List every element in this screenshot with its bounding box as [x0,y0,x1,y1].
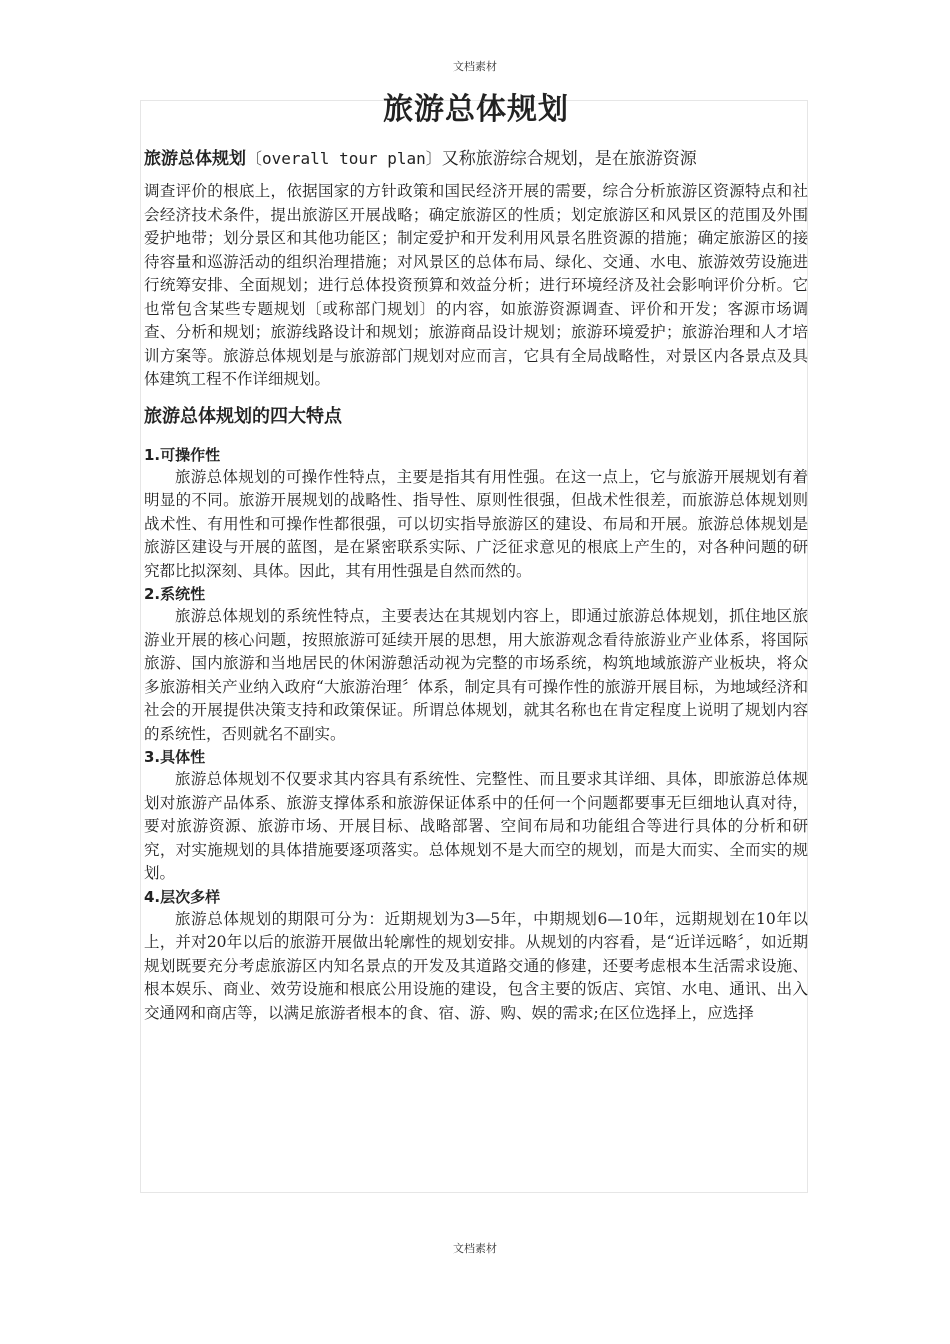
intro-first-line-rest: 又称旅游综合规划，是在旅游资源 [441,149,697,169]
document-body [144,88,808,1025]
intro-term: 旅游总体规划 [144,149,246,169]
features-heading: 旅游总体规划的四大特点 [144,405,342,427]
intro-first-line [144,146,808,172]
section-paragraph: 旅游总体规划不仅要求其内容具有系统性、完整性、而且要求其详细、具体，即旅游总体规划对旅游产品体系、旅游支撑体系和旅游保证体系中的任何一个问题都要事无巨细地认真对待，要对旅游资源、旅游市场、开展目标、战略部署、空间布局和功能组合等进行具体的分析和研究，对实施规划的具体措施要逐项落实。总体规划不是大而空的规划，而是大而实、全而实的规划。 [144,770,808,882]
section-heading: 2.系统性 [144,585,206,603]
intro-english-term: 〔overall tour plan〕 [246,149,442,168]
page-footer-label: 文档素材 [453,1242,497,1255]
feature-section-4 [144,886,808,1026]
section-paragraph: 旅游总体规划的可操作性特点，主要是指其有用性强。在这一点上，它与旅游开展规划有着明显的不同。旅游开展规划的战略性、指导性、原则性很强，但战术性很差，而旅游总体规划则战术性、有用性和可操作性都很强，可以切实指导旅游区的建设、布局和开展。旅游总体规划是旅游区建设与开展的蓝图，是在紧密联系实际、广泛征求意见的根底上产生的，对各种问题的研究都比拟深刻、具体。因此，其有用性强是自然而然的。 [144,467,808,580]
intro-paragraph: 调查评价的根底上，依据国家的方针政策和国民经济开展的需要，综合分析旅游区资源特点和社会经济技术条件，提出旅游区开展战略；确定旅游区的性质；划定旅游区和风景区的范围及外围爱护地带；划分景区和其他功能区；制定爱护和开发利用风景名胜资源的措施；确定旅游区的接待容量和巡游活动的组织治理措施；对风景区的总体布局、绿化、交通、水电、旅游效劳设施进行统筹安排、全面规划；进行总体投资预算和效益分析；进行环境经济及社会影响评价分析。它也常包含某些专题规划〔或称部门规划〕的内容，如旅游资源调查、评价和开发；客源市场调查、分析和规划；旅游线路设计和规划；旅游商品设计规划；旅游环境爱护；旅游治理和人才培训方案等。旅游总体规划是与旅游部门规划对应而言，它具有全局战略性，对景区内各景点及具体建筑工程不作详细规划。 [144,182,808,388]
page-header-label: 文档素材 [453,60,497,73]
section-heading: 3.具体性 [144,748,206,766]
section-paragraph: 旅游总体规划的期限可分为：近期规划为3—5年，中期规划6—10年，远期规划在10年以上，并对20年以后的旅游开展做出轮廓性的规划安排。从规划的内容看，是“近详远略〞，如近期规划既要充分考虑旅游区内知名景点的开发及其道路交通的修建，还要考虑根本生活需求设施、根本娱乐、商业、效劳设施和根底公用设施的建设，包含主要的饭店、宾馆、水电、通讯、出入交通网和商店等，以满足旅游者根本的食、宿、游、购、娱的需求;在区位选择上，应选择 [144,909,808,1022]
section-heading: 1.可操作性 [144,445,221,464]
feature-section-1 [144,444,808,584]
page-title: 旅游总体规划 [383,92,569,127]
section-heading: 4.层次多样 [144,887,221,906]
feature-section-2 [144,583,808,746]
section-paragraph: 旅游总体规划的系统性特点，主要表达在其规划内容上，即通过旅游总体规划，抓住地区旅游业开展的核心问题，按照旅游可延续开展的思想，用大旅游观念看待旅游业产业体系，将国际旅游、国内旅游和当地居民的休闲游憩活动视为完整的市场系统，构筑地域旅游产业板块，将众多旅游相关产业纳入政府“大旅游治理〞体系，制定具有可操作性的旅游开展目标，为地域经济和社会的开展提供决策支持和政策保证。所谓总体规划，就其名称也在肯定程度上说明了规划内容的系统性，否则就名不副实。 [144,607,808,743]
feature-section-3 [144,746,808,886]
